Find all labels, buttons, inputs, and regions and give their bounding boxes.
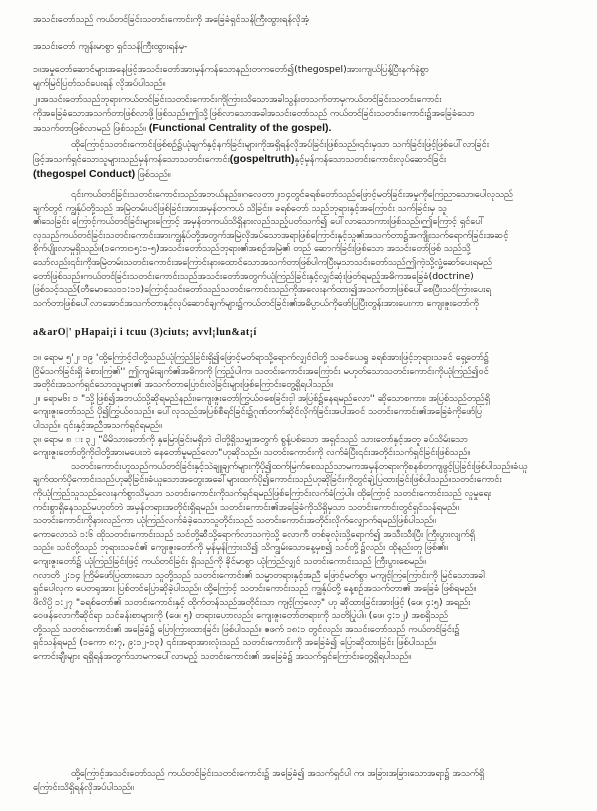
text-line: ကောလောသဲ ၁:၆ ထိုသတင်းကောင်းသည် သင်တို့ဆီသို့ရောက်လာသကဲ့သို့ လောကီ တစ်ခုလုံးသို့ရောက်၍ အသီးသီးပြီး ကြီးပွားလျက်ရှိ: [33, 528, 475, 540]
text-line: ဝေဖန်လောကီဆိုင်ရာ သင်ခန်းစာများကို (ဖေ၊ ၅) တရားဟောလည်း ကျေးဇူးတော်တရားကို သတိပြုပါ။ (ဖေ၊ ၄:၁၂) အစရှိသည်: [33, 610, 449, 622]
gospel-conduct-term: (thegospel Conduct): [33, 168, 136, 180]
point-1-line-1: ၁။အမှုတော်ဆောင်များအနေဖြင့်အသင်းတော်အားမှန်ကန်သောနည်းတကတော်၍(thegospel)အားကျယ်ပြန့်ပြီးနက်နဲစွာ: [33, 64, 429, 75]
point-2-line-1: ၂။အသင်းတော်သည်ဘုရားကယ်တင်ခြင်းသတင်းကောင်းကိုကြားသိသောအခါသွန်းတသက်တာမှကယ်တင်ခြင်းသတင်းကောင်း: [33, 94, 442, 105]
closing-line-1: ထို့ကြောင့်အသင်းတော်သည် ကယ်တင်ခြင်းသတင်းကောင်း၌ အခြေခံ၍ အသက်ရှင်ပါ က၊ အခြားအခြားသောအရာ၌ အသက်ရှိ: [71, 768, 485, 779]
text-line: ရှင်ပေါလုက ပေတရုအား ပြစ်တင်ပြောဆိုခဲ့ပါသည်။ ထို့ကြောင့် သတင်းကောင်းသည် ကျွန်ုပ်တို့ နေ့စဉ်အသက်တာ၏ အခြေခံ ဖြစ်ရမည်။: [33, 583, 477, 595]
text-line: သည်။ သင်တို့သည် ဘုရားသခင်၏ ကျေးဇူးတော်ကို မှန်မှန်ကြားသိ၍ သိကျွမ်းသောနေ့မှစ၍ သင်တို့၌လည်း ထိုနည်းတူ ဖြစ်၏။: [33, 542, 448, 554]
text-line: တို့သည် သတင်းကောင်း၏ အခြေခံ၌ ပြောကြားထားခြင်း ဖြစ်ပါသည်။ ဧဖက် ၁၈:၁ တွင်လည်း အသင်းတော်သည် ကယ်တင်ခြင်း၌: [33, 623, 460, 635]
text-line: ချက်တွင် ကျွန်ုပ်တို့သည် အမြဲတမ်းပင်ဖြစ်ခြင်းအားအမှန်တကယ် သိခြင်း။ ခရစ်တော် သည်ဘုရားနှင့်အကြောင်း သက်ခြင်းမှ သူ: [33, 202, 447, 214]
point-3-line-1: ထိုကြောင့်သတင်းကောင်းဖြစ်စဉ်၌ယုံချက်နှင့်နက်ခြင်းများကိုအရှိရန်လိုအပ်ခြင်းဖြစ်သည်။၎င်းမှသာ သက်ခြင်းဖြင့်ဖြစ်ပေါ်လာခြင်း: [71, 139, 490, 150]
doc-subtitle: အသင်းတော် ကျန်းမာစွာ ရှင်သန်ကြီးထွားရန်မှ-: [33, 41, 188, 52]
text-line: သော်လည်း၎င်းကိုအမြဲတမ်းသတင်းကောင်းအကြောင်းနားထောင်သောအသက်တာဖြစ်ပါကပြီးမှသာသင်းတော်သည်ဤကဲ့သို့လှုံ့ဆော်ပေးရမည်: [33, 256, 493, 268]
point-3-line-3: (thegospel Conduct) ဖြစ်သည်။: [33, 168, 171, 180]
text-line: သတင်းကောင်းကိုနားလည်ကာ ယုံကြည်လက်ခံခဲ့သောသူတိုင်းသည် သတင်းကောင်းအတိုင်းလိုက်လျှောက်ရမည်ဖြစ်ပါသည်။: [33, 515, 436, 527]
text-line: ကိုယုံကြည်သူသည်လေးနက်စွာသိမှသာ သတင်းကောင်းကိုသက်ရှင်ရမည်ဖြစ်ကြောင်းလက်ခံကြပါ။ ထိုကြောင့် သတင်းကောင်းသည် လူမှုရေး: [33, 487, 492, 499]
body-block-2: [33, 352, 573, 665]
text-line: ဖိလိပ္ပိ ၁:၂၇ "ခရစ်တော်၏ သတင်းကောင်းနှင့် ထိုက်တန်သည်အတိုင်းသာ ကျင့်ကြလော့" ဟု ဆိုထားခြင်းအားဖြင့် (ဖေ၊ ၄:၅) အရည်း: [33, 596, 471, 608]
text-line: ကင်းစွာရှိနေသည်မဟုတ်ဘဲ အမှန်တရားအတိုင်းရှိရမည်။ သတင်းကောင်း၏အခြေခံကိုသိရှိမှသာ သတင်းကောင်းတွင်ရှင်သန်ရမည်။: [33, 501, 459, 513]
text-line: တော်ဖြစ်သည်။ကယ်တင်ခြင်းသတင်းကောင်းသည်အသင်းတော်အတွက်ယုံကြည်ခြင်းနှင့်လျှင်ဆုံးဖြတ်ရမည့်အဓိကအခြေခံ(doctrine): [33, 270, 474, 282]
text-line: ချက်ထက်ပိုကောင်းသည်ဟုဆိုခြင်း၊ခံယူသောအတွေးအခေါ်များထက်ပို၍ကောင်းသည်ဟုဆိုခြင်းကိုတွင်ချဲ့ပြထားခြင်းဖြစ်ပါသည်။သတင်းကောင်း: [33, 474, 502, 486]
text-line: ၎င်းကယ်တင်ခြင်းသတင်းကောင်းသည်အဘယ်နည်း။ဂလေတာ၂၊၁၄တွင်ခရစ်တော်သည်ဖြောင့်မတ်ခြင်းအမှုကိုကြေညာသော၊ပေါလုသည်: [71, 189, 513, 200]
text-line: ကောင်းချီးများ ရရှိရန်အတွက်သာမကပေါ်လာမည့် သတင်းကောင်း၏ အခြေခံ၌ အသက်ရှင်ကြောင်းတွေ့ရှိရပါသည်။: [33, 651, 412, 663]
text-line: ၁။ ရောမ ၅'၂၊ ၁၉ 'ထို့ကြောင့်ငါတို့သည်ယုံကြည်ခြင်းရှိ၍ဖြောင့်မတ်ရာသို့ရောက်လျှင်ငါတို့ သခင်ယေရှု ခရစ်အားဖြင့်ဘုရားသခင် ရှေ့တော်၌: [33, 352, 489, 363]
text-line: ၏သေခြင်း ကြောင့်ကယ်တင်ခြင်းများကြောင့် အမှန်တကယ်သိရှိနားလည်သည့်ပတ်သက်၍ ပေါ်လာသောကားဖြစ်သည်။ဤကြောင့် ရှင်ပေါ်: [33, 216, 485, 228]
text-line: ၂။ ရောမ၆း ၁ "သို့ဖြစ်၍အဘယ်သို့ဆိုရမည်နည်း၊ကျေးဇူးတော်ကြွယ်ဝစေခြင်းငှါ အပြစ်၌နေရမည်လော'' ဆိုသောစကား၊ အပြစ်သည်တည်ရှိ: [33, 392, 490, 404]
text-line: ကျေးဇူးတော်သည် ပို၍ကြွယ်ဝသည်။ ပေါ်လုသည်အပြစ်စီရင်ခြင်း၌ဂုဏ်တက်ဆိုင်လိုက်ခြင်းအပါအဝင် သတင်းကောင်း၏အခြေခံကိုဖော်ပြ: [33, 406, 483, 418]
text-line: သက်တာဖြစ်ပေါ်လာအောင်အသက်တာနှင့်လုပ်ဆောင်ချက်များ၌ကယ်တင်ခြင်း၏အဓိပ္ပာယ်ကိုဖော်ပြပြီးတွန်းအားပေးကာ ကျေးဇူးတော်ကို: [33, 297, 479, 309]
gospel-truth-term: (gospeltruth): [229, 153, 295, 165]
text-line: သတင်းကောင်းဟူသည်ကယ်တင်ခြင်းနှင့်သဲချူချက်များကိုပို၍ထက်မြက်စေသည်သာမကအမှန်တရားကိုစနစ်တကျဖွင့်ပြခြင်းဖြစ်ပါသည်။ခံယူ: [71, 460, 528, 472]
text-line: ပါသည်။ ၎င်းနှင့်အညီအသက်ရှင်ရမည်။: [33, 419, 162, 431]
text-line: ရှင်သန်ရမည် (၁ကော ၈:၇, ၉:၁၂-၁၃) ၎င်းအရာအားလုံးသည် သတင်းကောင်းကို အခြေခံ၍ ပြောဆိုထားခြင်း ဖြစ်ပါသည်။: [33, 637, 437, 649]
text-line: လုသည်ကယ်တင်ခြင်းသတင်းကောင်းအားကျွန်ုပ်တို့အတွက်အမြဲလိုအပ်သောအရာဖြစ်ကြောင်းနှင့်သူ၏အသက်တာ၌အကျိုးသက်ရောက်ခြင်းအဆင့်: [33, 229, 509, 241]
point-2-line-2: ကိုအခြေခံသောအသက်တာဖြစ်လာဖို့ဖြစ်သည်။ဤသို့ဖြစ်လာသောအခါအသင်းတော်သည် ကယ်တင်ခြင်းသတင်းကောင်း၌အခြေခံသော: [33, 108, 475, 119]
text-line: ၃။ ရောမ ၈ း ၃၂ "မိမိသားတော်ကို နှမြောခြင်းမရှိဘဲ ငါတို့ရှိသမျှအတွက် စွန့်ပစ်သော အရှင်သည် သားတော်နှင့်အတူ ခပ်သိမ်းသော: [33, 433, 468, 445]
point-1-line-2: မျက်မြင်ပြတ်သင်ပေးရန် လိုအပ်ပါသည်။: [33, 78, 166, 89]
functional-centrality-term: (Functional Centrality of the gospel).: [148, 122, 332, 134]
text-line: ကျေးဇူးတော်တို့ကိုငါတို့အားမပေးဘဲ နေတော်မူမည်လော"ဟုဆိုသည်။ သတင်းကောင်းကို လက်ခံပြီး၎င်းအတိုင်းသက်ရှင်ခြင်းဖြစ်သည်။: [33, 447, 471, 459]
doc-title: အသင်းတော်သည် ကယ်တင်ခြင်းသတင်းကောင်းကို အခြေခံရှင်သန်ကြီးထွားရန်လိုအံ့: [33, 14, 310, 25]
body-block-1: [33, 189, 573, 311]
text-line: ဖြစ်သင့်သည်(တီမောသေ၁၁:၁၁)ကြောင့်သင်းတော်သည်သတင်းကောင်းသည်ကိုအလေးနက်ထား၍အသက်တာဖြစ်ပေါ်စေပြီးသင်ကြားပေးရ: [33, 284, 491, 296]
text-line: ငြိမ်သက်ခြင်းရှိ ခံစားကြ၏'' ဤကျမ်းချက်၏အဓိကကို ကြည့်ပါက၊ သတင်းကောင်းအကြောင်း မဟုတ်သောသတင်းကောင်းကိုယုံကြည်၍ဝင်: [33, 365, 489, 377]
text-line: ကျေးဇူးတော်၌ ယုံကြည်ခြင်းဖြင့် ကယ်တင်ခြင်း ရှိသည်ကို ခိုင်မာစွာ ယုံကြည်လျှင် သတင်းကောင်းသည် ကြီးပွားစေမည်။: [33, 555, 426, 567]
point-2-line-3: အသက်တာဖြစ်လာမည် ဖြစ်သည်။ (Functional Centrality of the gospel).: [33, 122, 332, 134]
text-line: ဂလာတိ ၂:၁၄ ကြိမ်ဖော်ပြထားသော သူတို့သည် သတင်းကောင်း၏ သမ္မာတရားနှင့်အညီ ဖြောင့်မတ်စွာ မကျင့်ကြကြောင်းကို မြင်သောအခါ: [33, 569, 485, 581]
point-3-line-2: ဖြင့်အသက်ရှင်သောသူများသည်မှန်ကန်သောသတင်းကောင်း(gospeltruth)နှင့်မှန်ကန်သောသတင်းကောင်းလုပ်ဆောင်ခြင်း: [33, 153, 447, 165]
garbled-text-line: a&arÓ|' pHapai¡i i tcuu (3)ciuts; avvl¡lun&at¡í: [33, 327, 257, 338]
text-line: စိုက်ပျိုးလာမှုရှိသည်။(၁ကော၊၁၅:၁-၅)အသင်းတော်သည်ဘုရား၏အစဉ်အမြဲ၏ တည် ဆောက်ခြင်းဖြစ်သော အသင်းတော်ဖြစ် သည်သို့: [33, 243, 471, 255]
text-line: အတိုင်းအသက်ရှင်သောသူများ၏ အသက်တာပြောင်းလဲခြင်းများဖြစ်ကြောင်းတွေ့ရှိရပါသည်။: [33, 379, 334, 391]
closing-line-2: ကြောင်းသိရှိရန်လိုအပ်ပါသည်။: [33, 782, 134, 793]
